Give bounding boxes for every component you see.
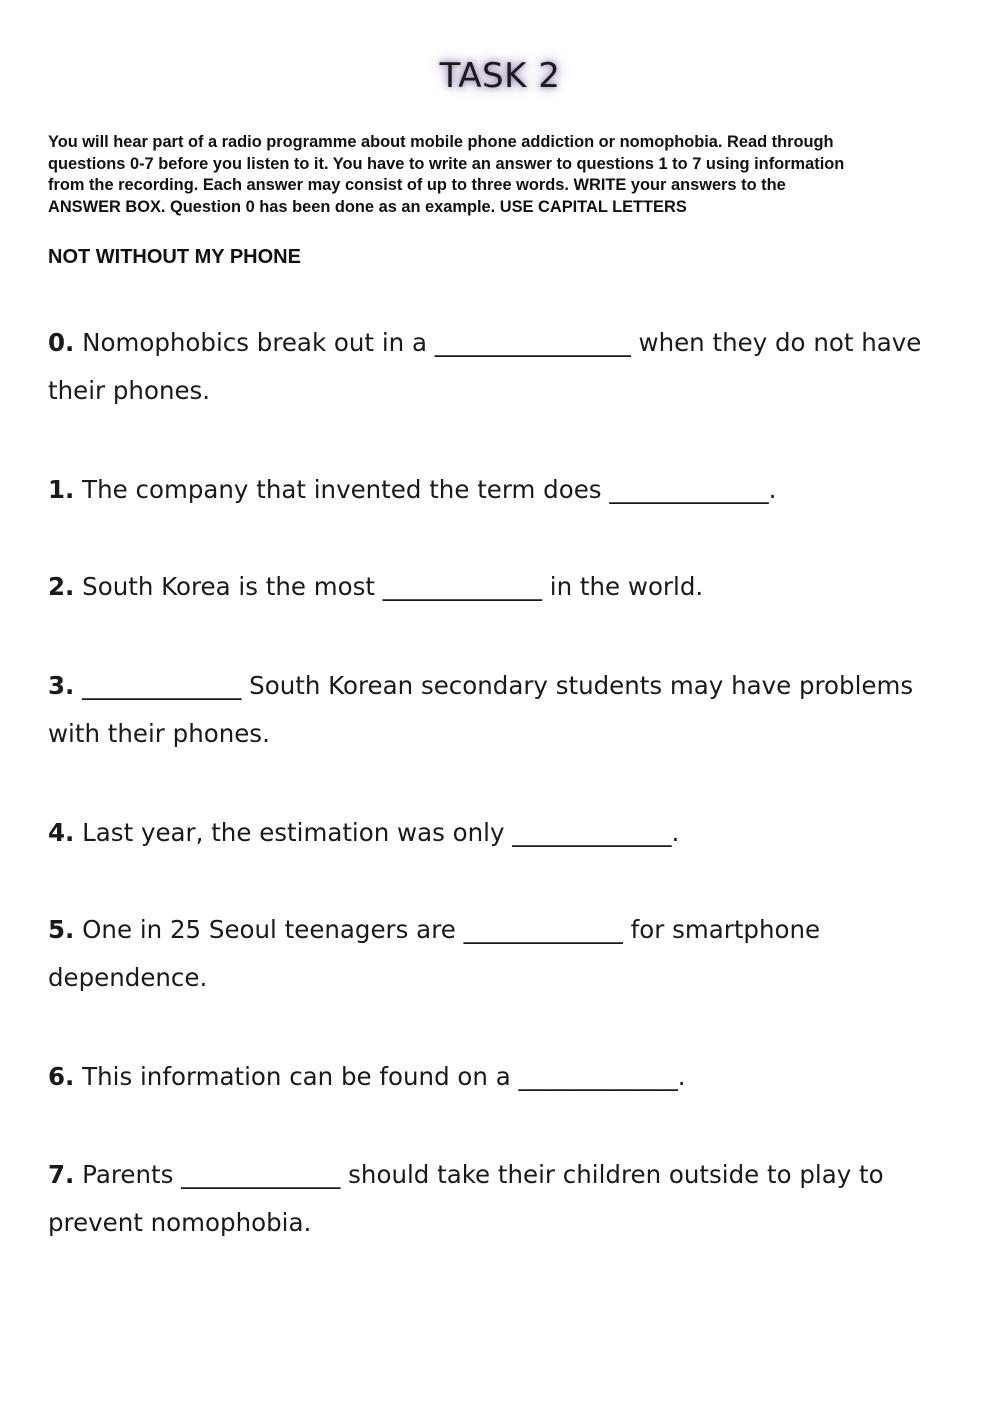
question-7 xyxy=(48,1151,958,1247)
question-text: Last year, the estimation was only _____________. xyxy=(74,818,680,847)
question-5 xyxy=(48,906,958,1002)
question-number: 0. xyxy=(48,328,75,357)
question-6 xyxy=(48,1053,958,1101)
question-number: 6. xyxy=(48,1062,75,1091)
question-number: 1. xyxy=(48,475,75,504)
question-number: 4. xyxy=(48,818,75,847)
question-number: 5. xyxy=(48,915,75,944)
question-2 xyxy=(48,563,958,611)
instructions-text: You will hear part of a radio programme about mobile phone addiction or nomophobia. Read through questions 0-7 before you listen to it. You have to write an answer to questions 1 to 7 using information from the recording. Each answer may consist of up to three words. WRITE your answers to the ANSWER BOX. Question 0 has been done as an example. USE CAPITAL LETTERS xyxy=(48,133,845,216)
question-number: 3. xyxy=(48,671,75,700)
question-3 xyxy=(48,662,958,758)
question-text: The company that invented the term does _____________. xyxy=(74,475,777,504)
question-text: _____________ South Korean secondary students may have problems with their phones. xyxy=(48,671,914,748)
question-number: 2. xyxy=(48,572,75,601)
section-heading: NOT WITHOUT MY PHONE xyxy=(48,246,301,268)
question-0 xyxy=(48,319,958,415)
question-number: 7. xyxy=(48,1160,75,1189)
question-text: Parents _____________ should take their children outside to play to prevent nomophobia. xyxy=(48,1160,884,1237)
question-4 xyxy=(48,809,958,857)
question-text: One in 25 Seoul teenagers are _____________ for smartphone dependence. xyxy=(48,915,821,992)
question-text: South Korea is the most _____________ in the world. xyxy=(74,572,704,601)
question-1 xyxy=(48,466,958,514)
task-title: TASK 2 xyxy=(439,56,561,96)
question-text: Nomophobics break out in a ________________ when they do not have their phones. xyxy=(48,328,922,405)
question-text: This information can be found on a _____________. xyxy=(74,1062,686,1091)
